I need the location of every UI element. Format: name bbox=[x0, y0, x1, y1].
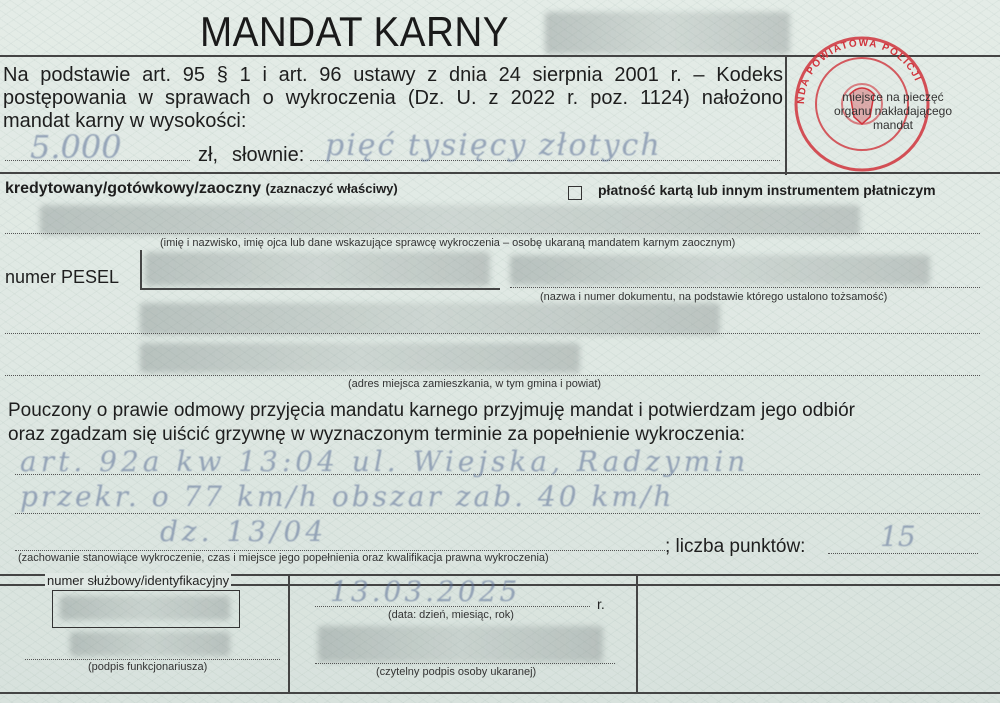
date-caption: (data: dzień, miesiąc, rok) bbox=[388, 609, 514, 621]
pesel-label: numer PESEL bbox=[5, 267, 120, 287]
officer-signature-dotted-line bbox=[25, 659, 280, 660]
date-handwritten: 13.03.2025 bbox=[330, 575, 521, 608]
redacted-pesel bbox=[145, 252, 490, 286]
divider bbox=[785, 55, 787, 175]
officer-id-label: numer służbowy/identyfikacyjny bbox=[47, 573, 230, 588]
offense-dotted-line-3 bbox=[15, 550, 665, 551]
address-dotted-line-1 bbox=[5, 333, 980, 334]
stamp-caption-line-2: organu nakładającego bbox=[833, 104, 953, 118]
card-payment-label: płatność kartą lub innym instrumentem płatniczym bbox=[598, 182, 936, 198]
points-label: ; liczba punktów: bbox=[665, 536, 806, 557]
redacted-address-1 bbox=[140, 303, 720, 335]
intro-line-2: postępowania w sprawach o wykroczenia (Dz. U. z 2022 r. poz. 1124) nałożono bbox=[3, 87, 783, 109]
page-title: MANDAT KARNY bbox=[200, 8, 509, 55]
declaration-line-1: Pouczony o prawie odmowy przyjęcia mandatu karnego przyjmuję mandat i potwierdzam jego odbiór bbox=[8, 400, 855, 421]
pesel-field-border bbox=[140, 250, 142, 288]
intro-line-1: Na podstawie art. 95 § 1 i art. 96 ustawy z dnia 24 sierpnia 2001 r. – Kodeks bbox=[3, 64, 783, 86]
name-caption: (imię i nazwisko, imię ojca lub dane wskazujące sprawcę wykroczenia – osobę ukaraną mandatem karnym zaocznym) bbox=[160, 237, 736, 249]
currency-label: zł, bbox=[198, 144, 218, 166]
payment-type-row bbox=[5, 180, 398, 198]
offense-handwritten-2: przekr. o 77 km/h obszar zab. 40 km/h bbox=[20, 480, 675, 513]
points-handwritten: 15 bbox=[880, 520, 916, 553]
document-dotted-line bbox=[510, 287, 980, 288]
pesel-field-bottom bbox=[140, 288, 500, 290]
divider bbox=[0, 692, 1000, 694]
address-caption: (adres miejsca zamieszkania, w tym gmina i powiat) bbox=[348, 378, 602, 390]
divider bbox=[288, 574, 290, 694]
intro-line-3: mandat karny w wysokości: bbox=[3, 110, 247, 132]
words-handwritten: pięć tysięcy złotych bbox=[325, 128, 662, 163]
penalized-signature-dotted-line bbox=[315, 663, 615, 664]
penalized-signature-caption: (czytelny podpis osoby ukaranej) bbox=[376, 666, 537, 678]
stamp-caption-line-3: mandat bbox=[872, 118, 914, 132]
points-dotted-line bbox=[828, 553, 978, 554]
redacted-penalized-signature bbox=[318, 626, 603, 662]
officer-signature-caption: (podpis funkcjonariusza) bbox=[88, 661, 208, 673]
offense-caption: (zachowanie stanowiące wykroczenie, czas i miejsce jego popełnienia oraz kwalifikacja prawna wykroczenia) bbox=[18, 552, 549, 564]
stamp-caption-line-1: miejsce na pieczęć bbox=[842, 90, 944, 104]
redacted-officer-signature bbox=[70, 632, 230, 656]
redacted-document bbox=[510, 255, 930, 285]
redacted-name bbox=[40, 205, 860, 235]
offense-handwritten-1: art. 92a kw 13:04 ul. Wiejska, Radzymin bbox=[20, 445, 750, 478]
redacted-address-2 bbox=[140, 343, 580, 373]
card-payment-checkbox[interactable] bbox=[568, 186, 582, 200]
amount-handwritten: 5.000 bbox=[30, 128, 122, 166]
document-caption: (nazwa i numer dokumentu, na podstawie którego ustalono tożsamość) bbox=[540, 291, 888, 303]
address-dotted-line-2 bbox=[5, 375, 980, 376]
offense-handwritten-3: dz. 13/04 bbox=[160, 515, 328, 548]
divider bbox=[636, 574, 638, 694]
stamp-ring-text: NDA POWIATOWA POLICJI bbox=[795, 37, 924, 105]
declaration-line-2: oraz zgadzam się uiścić grzywnę w wyznaczonym terminie za popełnienie wykroczenia: bbox=[8, 424, 746, 445]
offense-dotted-line-2 bbox=[15, 513, 980, 514]
divider bbox=[0, 172, 1000, 174]
words-label: słownie: bbox=[232, 144, 305, 166]
payment-type-label: kredytowany/gotówkowy/zaoczny bbox=[5, 180, 262, 197]
stamp-caption bbox=[808, 90, 978, 132]
date-suffix: r. bbox=[597, 596, 605, 612]
payment-type-hint: (zaznaczyć właściwy) bbox=[265, 181, 398, 196]
name-dotted-line bbox=[5, 233, 980, 234]
redacted-officer-id bbox=[60, 596, 230, 620]
redacted-ticket-number bbox=[545, 12, 790, 54]
